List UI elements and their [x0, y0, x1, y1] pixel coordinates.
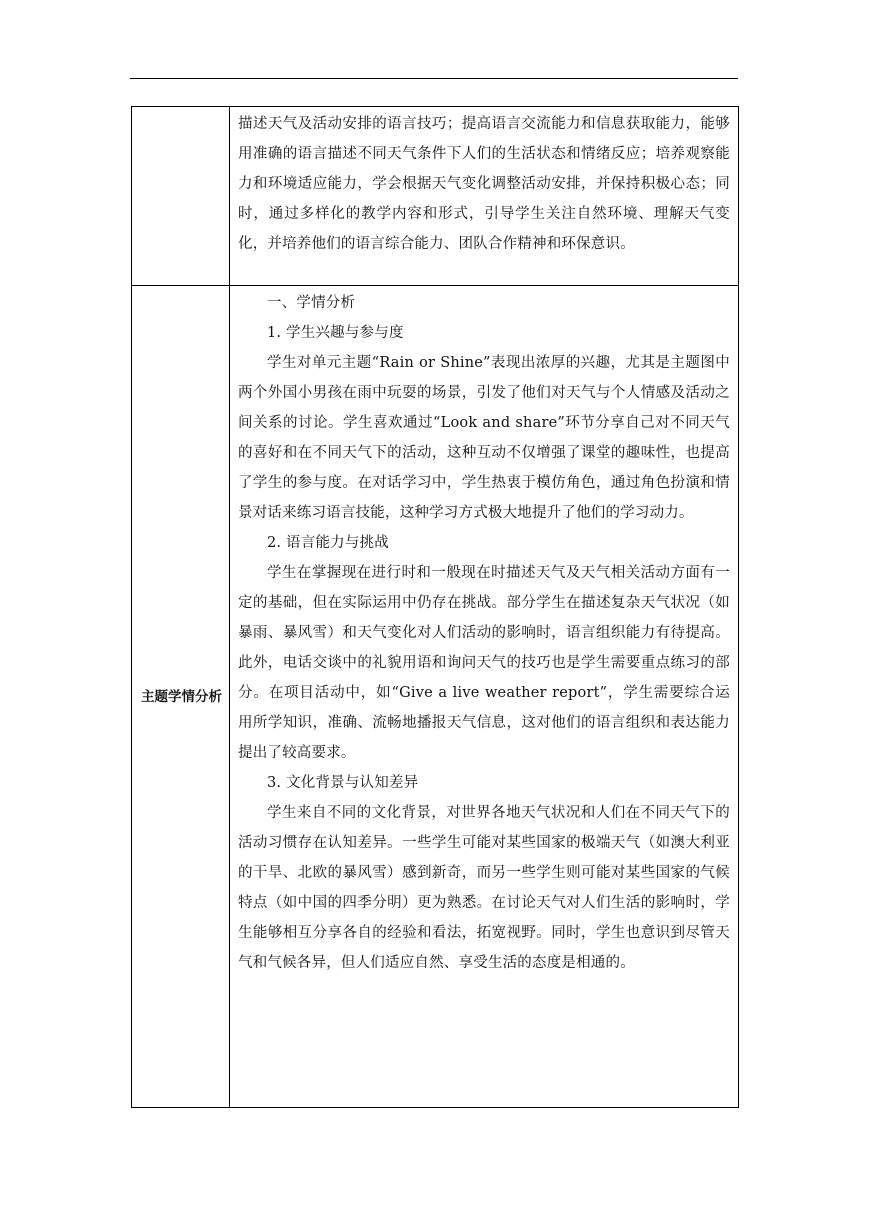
table-row [132, 286, 739, 1108]
subsection-title-3: 3. 文化背景与认知差异 [267, 775, 419, 791]
continuation-cell [230, 107, 739, 286]
subsection-body-1: 学生对单元主题“Rain or Shine”表现出浓厚的兴趣，尤其是主题图中两个外国小男孩在雨中玩耍的场景，引发了他们对天气与个人情感及活动之间关系的讨论。学生喜欢通过“Look and share”环节分享自己对不同天气的喜好和在不同天气下的活动，这种互动不仅增强了课堂的趣味性，也提高了学生的参与度。在对话学习中，学生热衷于模仿角色，通过角色扮演和情景对话来练习语言技能，这种学习方式极大地提升了他们的学习动力。 [238, 355, 730, 521]
lesson-plan-table [131, 106, 739, 1108]
row-label: 主题学情分析 [141, 688, 222, 705]
section-heading: 一、学情分析 [267, 295, 356, 311]
header-rule [130, 78, 738, 79]
empty-label-cell [132, 107, 230, 286]
subsection-body-2: 学生在掌握现在进行时和一般现在时描述天气及天气相关活动方面有一定的基础，但在实际运用中仍存在挑战。部分学生在描述复杂天气状况（如暴雨、暴风雪）和天气变化对人们活动的影响时，语言组织能力有待提高。此外，电话交谈中的礼貌用语和询问天气的技巧也是学生需要重点练习的部分。在项目活动中，如“Give a live weather report”，学生需要综合运用所学知识，准确、流畅地播报天气信息，这对他们的语言组织和表达能力提出了较高要求。 [238, 565, 730, 761]
continuation-text: 描述天气及活动安排的语言技巧；提高语言交流能力和信息获取能力，能够用准确的语言描述不同天气条件下人们的生活状态和情绪反应；培养观察能力和环境适应能力，学会根据天气变化调整活动安排，并保持积极心态；同时，通过多样化的教学内容和形式，引导学生关注自然环境、理解天气变化，并培养他们的语言综合能力、团队合作精神和环保意识。 [238, 116, 730, 252]
analysis-cell [230, 286, 739, 1108]
subsection-body-3: 学生来自不同的文化背景，对世界各地天气状况和人们在不同天气下的活动习惯存在认知差异。一些学生可能对某些国家的极端天气（如澳大利亚的干旱、北欧的暴风雪）感到新奇，而另一些学生则可能对某些国家的气候特点（如中国的四季分明）更为熟悉。在讨论天气对人们生活的影响时，学生能够相互分享各自的经验和看法，拓宽视野。同时，学生也意识到尽管天气和气候各异，但人们适应自然、享受生活的态度是相通的。 [238, 805, 730, 971]
subsection-title-2: 2. 语言能力与挑战 [267, 535, 389, 551]
subsection-title-1: 1. 学生兴趣与参与度 [267, 325, 404, 341]
table-row [132, 107, 739, 286]
label-cell [132, 286, 230, 1108]
